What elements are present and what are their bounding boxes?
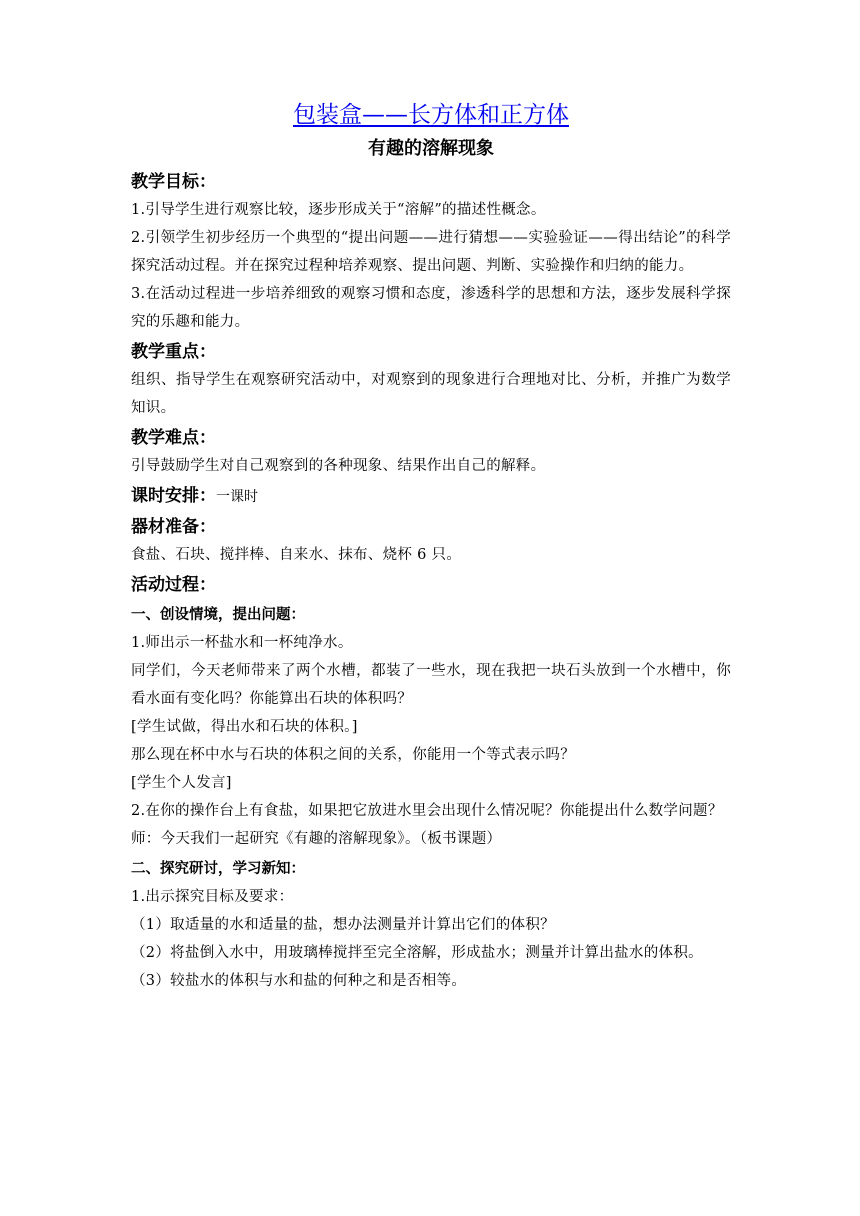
- title-link[interactable]: 包装盒——长方体和正方体: [293, 102, 569, 128]
- part2-heading: 二、探究研讨，学习新知：: [131, 861, 305, 877]
- objectives-heading: 教学目标：: [131, 172, 216, 192]
- schedule-line: [131, 482, 731, 511]
- part1-line: 2.在你的操作台上有食盐，如果把它放进水里会出现什么情况呢？你能提出什么数学问题？: [131, 803, 723, 819]
- materials-heading: 器材准备：: [131, 517, 216, 537]
- difficulties-text: 引导鼓励学生对自己观察到的各种现象、结果作出自己的解释。: [131, 458, 546, 474]
- part1-line: 同学们，今天老师带来了两个水槽，都装了一些水，现在我把一块石头放到一个水槽中，你看水面有变化吗？你能算出石块的体积吗？: [131, 663, 731, 707]
- key-points-text: 组织、指导学生在观察研究活动中，对观察到的现象进行合理地对比、分析，并推广为数学知识。: [131, 372, 731, 416]
- part1-line: [学生试做，得出水和石块的体积。]: [131, 719, 358, 735]
- key-points-heading: 教学重点：: [131, 342, 216, 362]
- objective-item: 2.引领学生初步经历一个典型的“提出问题——进行猜想——实验验证——得出结论”的科学探究活动过程。并在探究过程种培养观察、提出问题、判断、实验操作和归纳的能力。: [131, 230, 731, 274]
- lesson-title: 有趣的溶解现象: [368, 138, 494, 159]
- objective-item: 3.在活动过程进一步培养细致的观察习惯和态度，渗透科学的思想和方法，逐步发展科学探究的乐趣和能力。: [131, 286, 731, 330]
- difficulties-heading: 教学难点：: [131, 428, 216, 448]
- schedule-heading: 课时安排：: [131, 486, 216, 506]
- part2-line: （3）较盐水的体积与水和盐的何种之和是否相等。: [131, 973, 467, 989]
- part1-line: 1.师出示一杯盐水和一杯纯净水。: [131, 635, 353, 651]
- part2-line: （1）取适量的水和适量的盐，想办法测量并计算出它们的体积？: [131, 917, 555, 933]
- part1-line: 那么现在杯中水与石块的体积之间的关系，你能用一个等式表示吗？: [131, 747, 575, 763]
- objective-item: 1.引导学生进行观察比较，逐步形成关于“溶解”的描述性概念。: [131, 202, 546, 218]
- document-content: [131, 98, 731, 995]
- schedule-value: 一课时: [216, 489, 258, 505]
- part1-line: [学生个人发言]: [131, 775, 232, 791]
- process-heading: 活动过程：: [131, 575, 216, 595]
- part1-line: 师：今天我们一起研究《有趣的溶解现象》。（板书课题）: [131, 831, 502, 847]
- part2-line: （2）将盐倒入水中，用玻璃棒搅拌至完全溶解，形成盐水；测量并计算出盐水的体积。: [131, 945, 703, 961]
- part2-line: 1.出示探究目标及要求：: [131, 889, 294, 905]
- part1-heading: 一、创设情境，提出问题：: [131, 607, 305, 623]
- materials-text: 食盐、石块、搅拌棒、自来水、抹布、烧杯 6 只。: [131, 547, 462, 563]
